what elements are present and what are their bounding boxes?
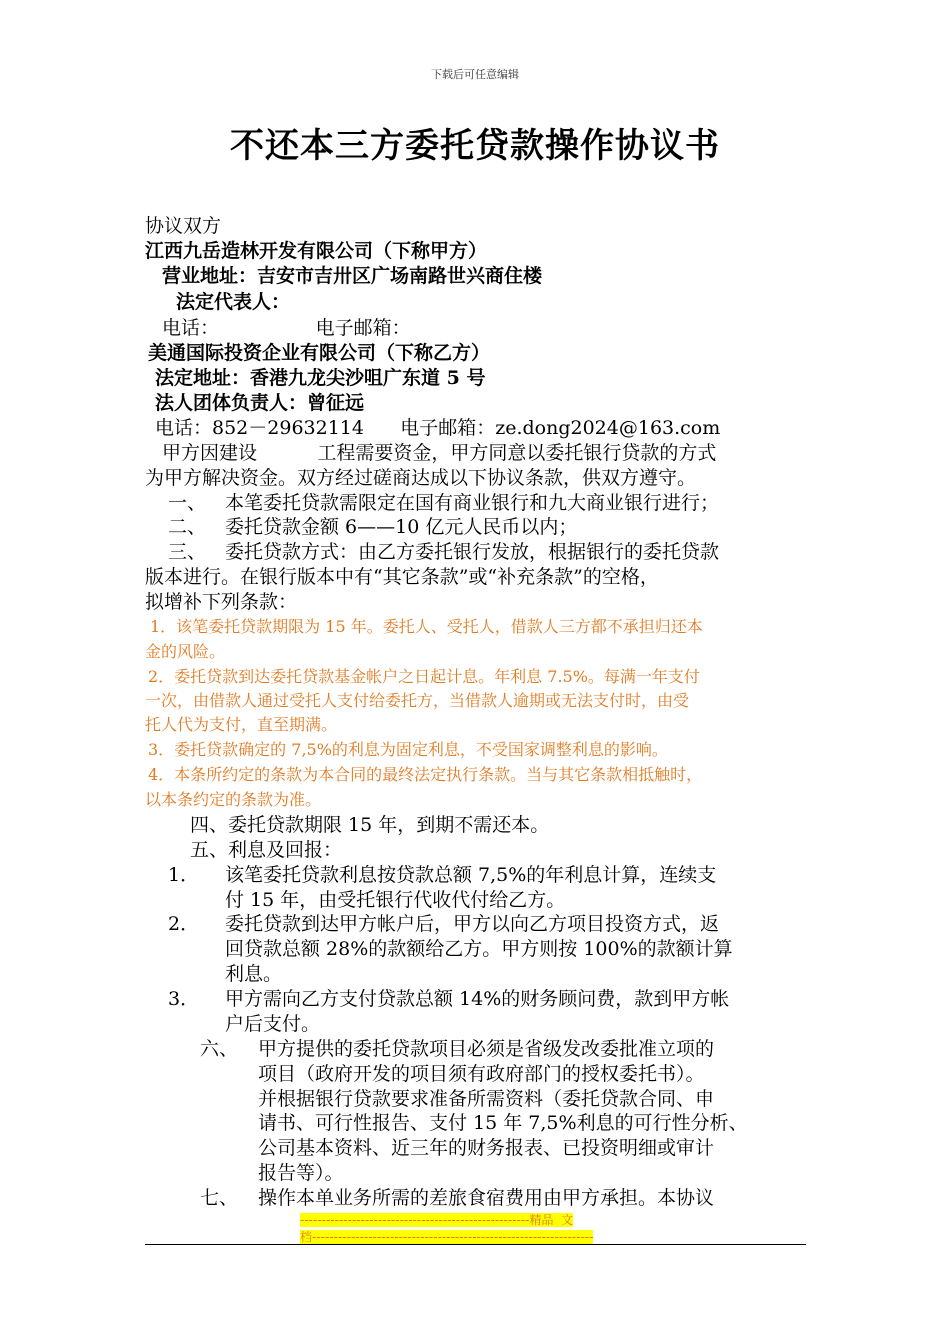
footer-line: -----------------------------------------------------精品 文 [300,1213,574,1227]
supplement-clause: 一次，由借款人通过受托人支付给委托方，当借款人逾期或无法支付时，由受 [145,691,690,710]
article-text: 四、委托贷款期限 15 年，到期不需还本。 [190,814,550,836]
sub-number: 3． [168,988,200,1010]
article-number: 七、 [200,1187,239,1209]
footer-watermark [300,1211,593,1245]
article-text: 拟增补下列条款： [145,591,298,613]
supplement-clause: 托人代为支付，直至期满。 [145,715,338,734]
party-b-contact: 电话：852－29632114 电子邮箱：ze.dong2024@163.com [155,417,721,439]
sub-text: 甲方需向乙方支付贷款总额 14%的财务顾问费，款到甲方帐 [225,988,730,1010]
article-number: 二、 [168,516,207,538]
article-text: 五、利息及回报： [190,839,343,861]
article-text: 版本进行。在银行版本中有“其它条款”或“补充条款”的空格， [145,566,659,588]
sub-number: 2． [168,913,200,935]
article-text: 委托贷款金额 6——10 亿元人民币以内； [225,516,578,538]
supplement-clause: 4．本条所约定的条款为本合同的最终法定执行条款。当与其它条款相抵触时， [148,765,703,784]
article-number: 六、 [200,1038,239,1060]
party-b-address: 法定地址：香港九龙尖沙咀广东道 5 号 [155,367,486,389]
article-text: 委托贷款方式：由乙方委托银行发放，根据银行的委托贷款 [225,541,720,563]
supplement-clause: 金的风险。 [145,642,226,661]
sub-text: 付 15 年，由受托银行代收代付给乙方。 [225,889,566,911]
sub-number: 1． [168,864,200,886]
article-text: 并根据银行贷款要求准备所需资料（委托贷款合同、申 [258,1088,715,1110]
preamble-line: 为甲方解决资金。双方经过磋商达成以下协议条款，供双方遵守。 [145,467,697,489]
sub-text: 利息。 [225,963,283,985]
party-a-address: 营业地址：吉安市吉卅区广场南路世兴商住楼 [162,265,543,287]
party-b-name: 美通国际投资企业有限公司（下称乙方） [148,342,491,364]
supplement-clause: 2．委托贷款到达委托贷款基金帐户之日起计息。年利息 7.5%。每满一年支付 [148,667,700,686]
sub-text: 委托贷款到达甲方帐户后，甲方以向乙方项目投资方式，返 [225,913,720,935]
article-text: 甲方提供的委托贷款项目必须是省级发改委批准立项的 [258,1038,715,1060]
preamble-line: 甲方因建设 工程需要资金，甲方同意以委托银行贷款的方式 [162,442,717,464]
party-a-rep: 法定代表人： [176,291,291,313]
supplement-clause: 3．委托贷款确定的 7,5%的利息为固定利息，不受国家调整利息的影响。 [148,740,668,759]
footer-rule [145,1244,806,1245]
article-number: 三、 [168,541,207,563]
article-text: 本笔委托贷款需限定在国有商业银行和九大商业银行进行； [225,492,720,514]
article-number: 一、 [168,492,207,514]
footer-line: 档----------------------------------------------------------------- [300,1230,594,1244]
document-title: 不还本三方委托贷款操作协议书 [230,126,720,166]
article-text: 项目（政府开发的项目须有政府部门的授权委托书）。 [258,1063,705,1085]
supplement-clause: 以本条约定的条款为准。 [145,790,322,809]
sub-text: 回贷款总额 28%的款额给乙方。甲方则按 100%的款额计算 [225,938,733,960]
header-note: 下载后可任意编辑 [431,68,519,81]
party-a-contact: 电话： 电子邮箱： [162,317,411,339]
article-text: 请书、可行性报告、支付 15 年 7,5%利息的可行性分析、 [258,1112,748,1134]
article-text: 公司基本资料、近三年的财务报表、已投资明细或审计 [258,1137,715,1159]
party-b-rep: 法人团体负责人：曾征远 [155,392,365,414]
sub-text: 户后支付。 [225,1013,321,1035]
intro-text: 协议双方 [145,215,222,237]
supplement-clause: 1．该笔委托贷款期限为 15 年。委托人、受托人，借款人三方都不承担归还本 [150,617,703,636]
party-a-name: 江西九岳造林开发有限公司（下称甲方） [145,240,488,262]
article-text: 报告等）。 [258,1162,344,1184]
article-text: 操作本单业务所需的差旅食宿费用由甲方承担。本协议 [258,1187,715,1209]
sub-text: 该笔委托贷款利息按贷款总额 7,5%的年利息计算，连续支 [225,864,717,886]
